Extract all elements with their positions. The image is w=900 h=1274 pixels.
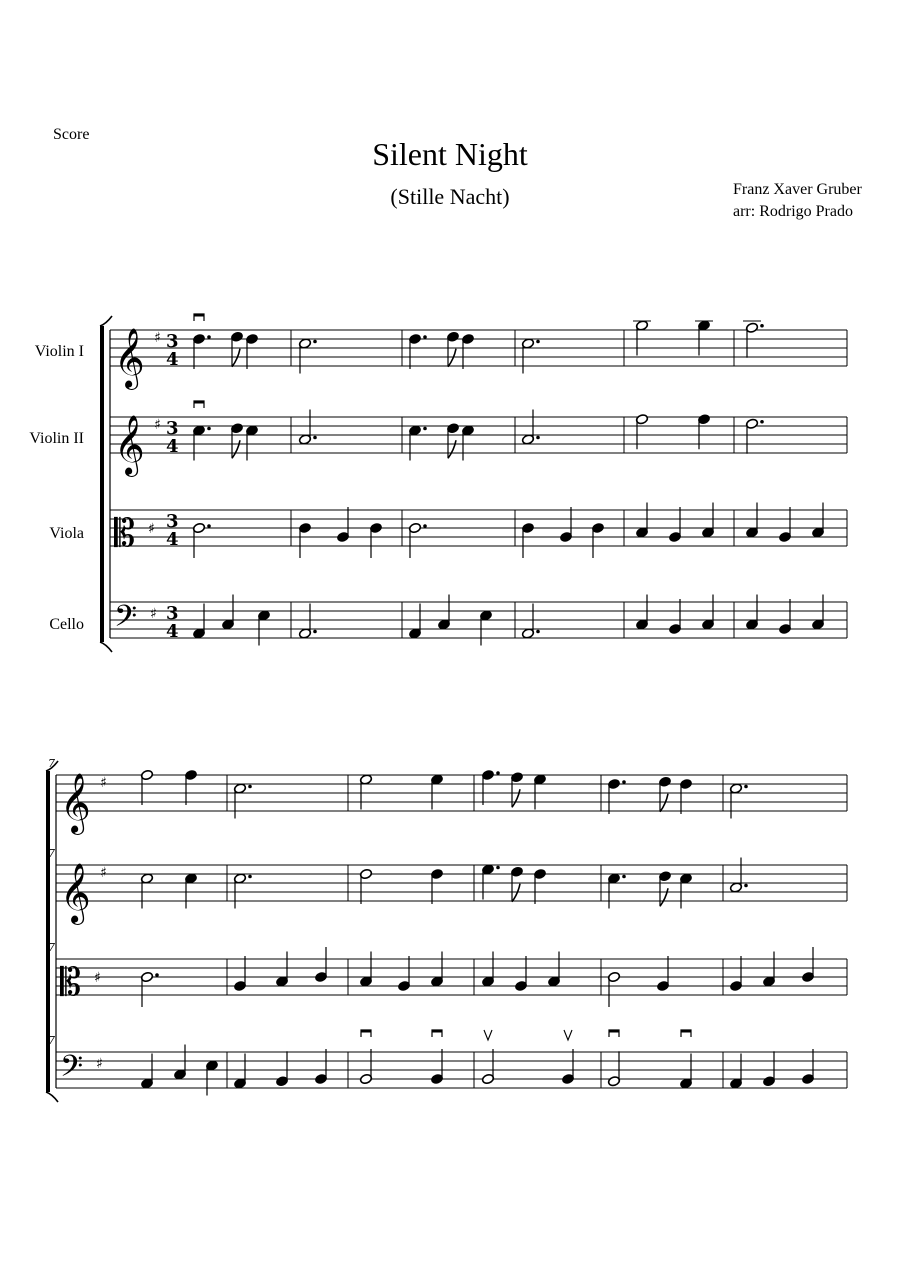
- note-dot: [207, 524, 211, 528]
- instrument-name-viola: Viola: [49, 525, 84, 542]
- alto-clef-icon: 𝄡: [114, 511, 136, 555]
- note-dot: [248, 785, 252, 789]
- note-flag: [232, 440, 240, 458]
- time-signature-top: 3: [166, 603, 179, 624]
- up-bow-icon: [564, 1030, 572, 1040]
- down-bow-bar: [194, 401, 204, 404]
- instrument-name-violin2: Violin II: [29, 430, 84, 447]
- bracket-cap-top: [100, 316, 112, 326]
- page-title: Silent Night: [372, 136, 528, 172]
- sharp-key-icon: ♯: [94, 970, 101, 986]
- note-dot: [536, 630, 540, 634]
- note-dot: [536, 436, 540, 440]
- note-dot: [423, 524, 427, 528]
- down-bow-bar: [194, 314, 204, 317]
- up-bow-icon: [484, 1030, 492, 1040]
- sharp-key-icon: ♯: [100, 775, 107, 791]
- note-dot: [155, 973, 159, 977]
- note-dot: [207, 427, 211, 431]
- down-bow-bar: [609, 1030, 619, 1033]
- note-flag: [512, 884, 520, 902]
- note-dot: [207, 335, 211, 339]
- down-bow-bar: [681, 1030, 691, 1033]
- composer-credit: Franz Xaver Gruber: [733, 181, 862, 198]
- sharp-key-icon: ♯: [100, 865, 107, 881]
- bracket-cap-bottom: [46, 1092, 58, 1102]
- note-flag: [660, 794, 668, 812]
- arranger-credit: arr: Rodrigo Prado: [733, 203, 853, 220]
- instrument-name-violin1: Violin I: [34, 343, 84, 360]
- treble-clef-icon: 𝄞: [114, 415, 145, 475]
- note-dot: [313, 340, 317, 344]
- note-dot: [744, 884, 748, 888]
- measure-number: 7: [48, 941, 55, 954]
- note-dot: [622, 780, 626, 784]
- sharp-key-icon: ♯: [96, 1056, 103, 1072]
- note-flag: [660, 888, 668, 906]
- note-dot: [423, 335, 427, 339]
- note-dot: [622, 875, 626, 879]
- bracket-cap-bottom: [100, 642, 112, 652]
- sharp-key-icon: ♯: [148, 521, 155, 537]
- time-signature-top: 3: [166, 331, 179, 352]
- time-signature-top: 3: [166, 418, 179, 439]
- note-flag: [512, 789, 520, 807]
- measure-number: 7: [48, 757, 55, 770]
- score-label: Score: [53, 126, 90, 143]
- note-dot: [496, 771, 500, 775]
- treble-clef-icon: 𝄞: [60, 863, 91, 923]
- instrument-name-cello: Cello: [49, 616, 84, 633]
- note-dot: [760, 324, 764, 328]
- treble-clef-icon: 𝄞: [60, 773, 91, 833]
- alto-clef-icon: 𝄡: [60, 960, 82, 1004]
- system-bracket: [100, 326, 104, 642]
- sharp-key-icon: ♯: [154, 330, 161, 346]
- down-bow-bar: [432, 1030, 442, 1033]
- note-dot: [744, 785, 748, 789]
- sharp-key-icon: ♯: [154, 417, 161, 433]
- page-subtitle: (Stille Nacht): [390, 184, 510, 209]
- note-dot: [760, 420, 764, 424]
- note-dot: [313, 630, 317, 634]
- time-signature-bottom: 4: [166, 436, 179, 457]
- measure-number: 7: [48, 1034, 55, 1047]
- bass-clef-icon: 𝄢: [114, 600, 138, 641]
- sharp-key-icon: ♯: [150, 606, 157, 622]
- treble-clef-icon: 𝄞: [114, 328, 145, 388]
- note-flag: [448, 440, 456, 458]
- note-dot: [536, 340, 540, 344]
- note-dot: [423, 427, 427, 431]
- bass-clef-icon: 𝄢: [60, 1050, 84, 1091]
- note-dot: [248, 875, 252, 879]
- note-flag: [232, 349, 240, 367]
- time-signature-bottom: 4: [166, 349, 179, 370]
- time-signature-bottom: 4: [166, 529, 179, 550]
- time-signature-top: 3: [166, 511, 179, 532]
- measure-number: 7: [48, 847, 55, 860]
- note-flag: [448, 349, 456, 367]
- time-signature-bottom: 4: [166, 621, 179, 642]
- note-dot: [313, 436, 317, 440]
- note-dot: [496, 866, 500, 870]
- down-bow-bar: [361, 1030, 371, 1033]
